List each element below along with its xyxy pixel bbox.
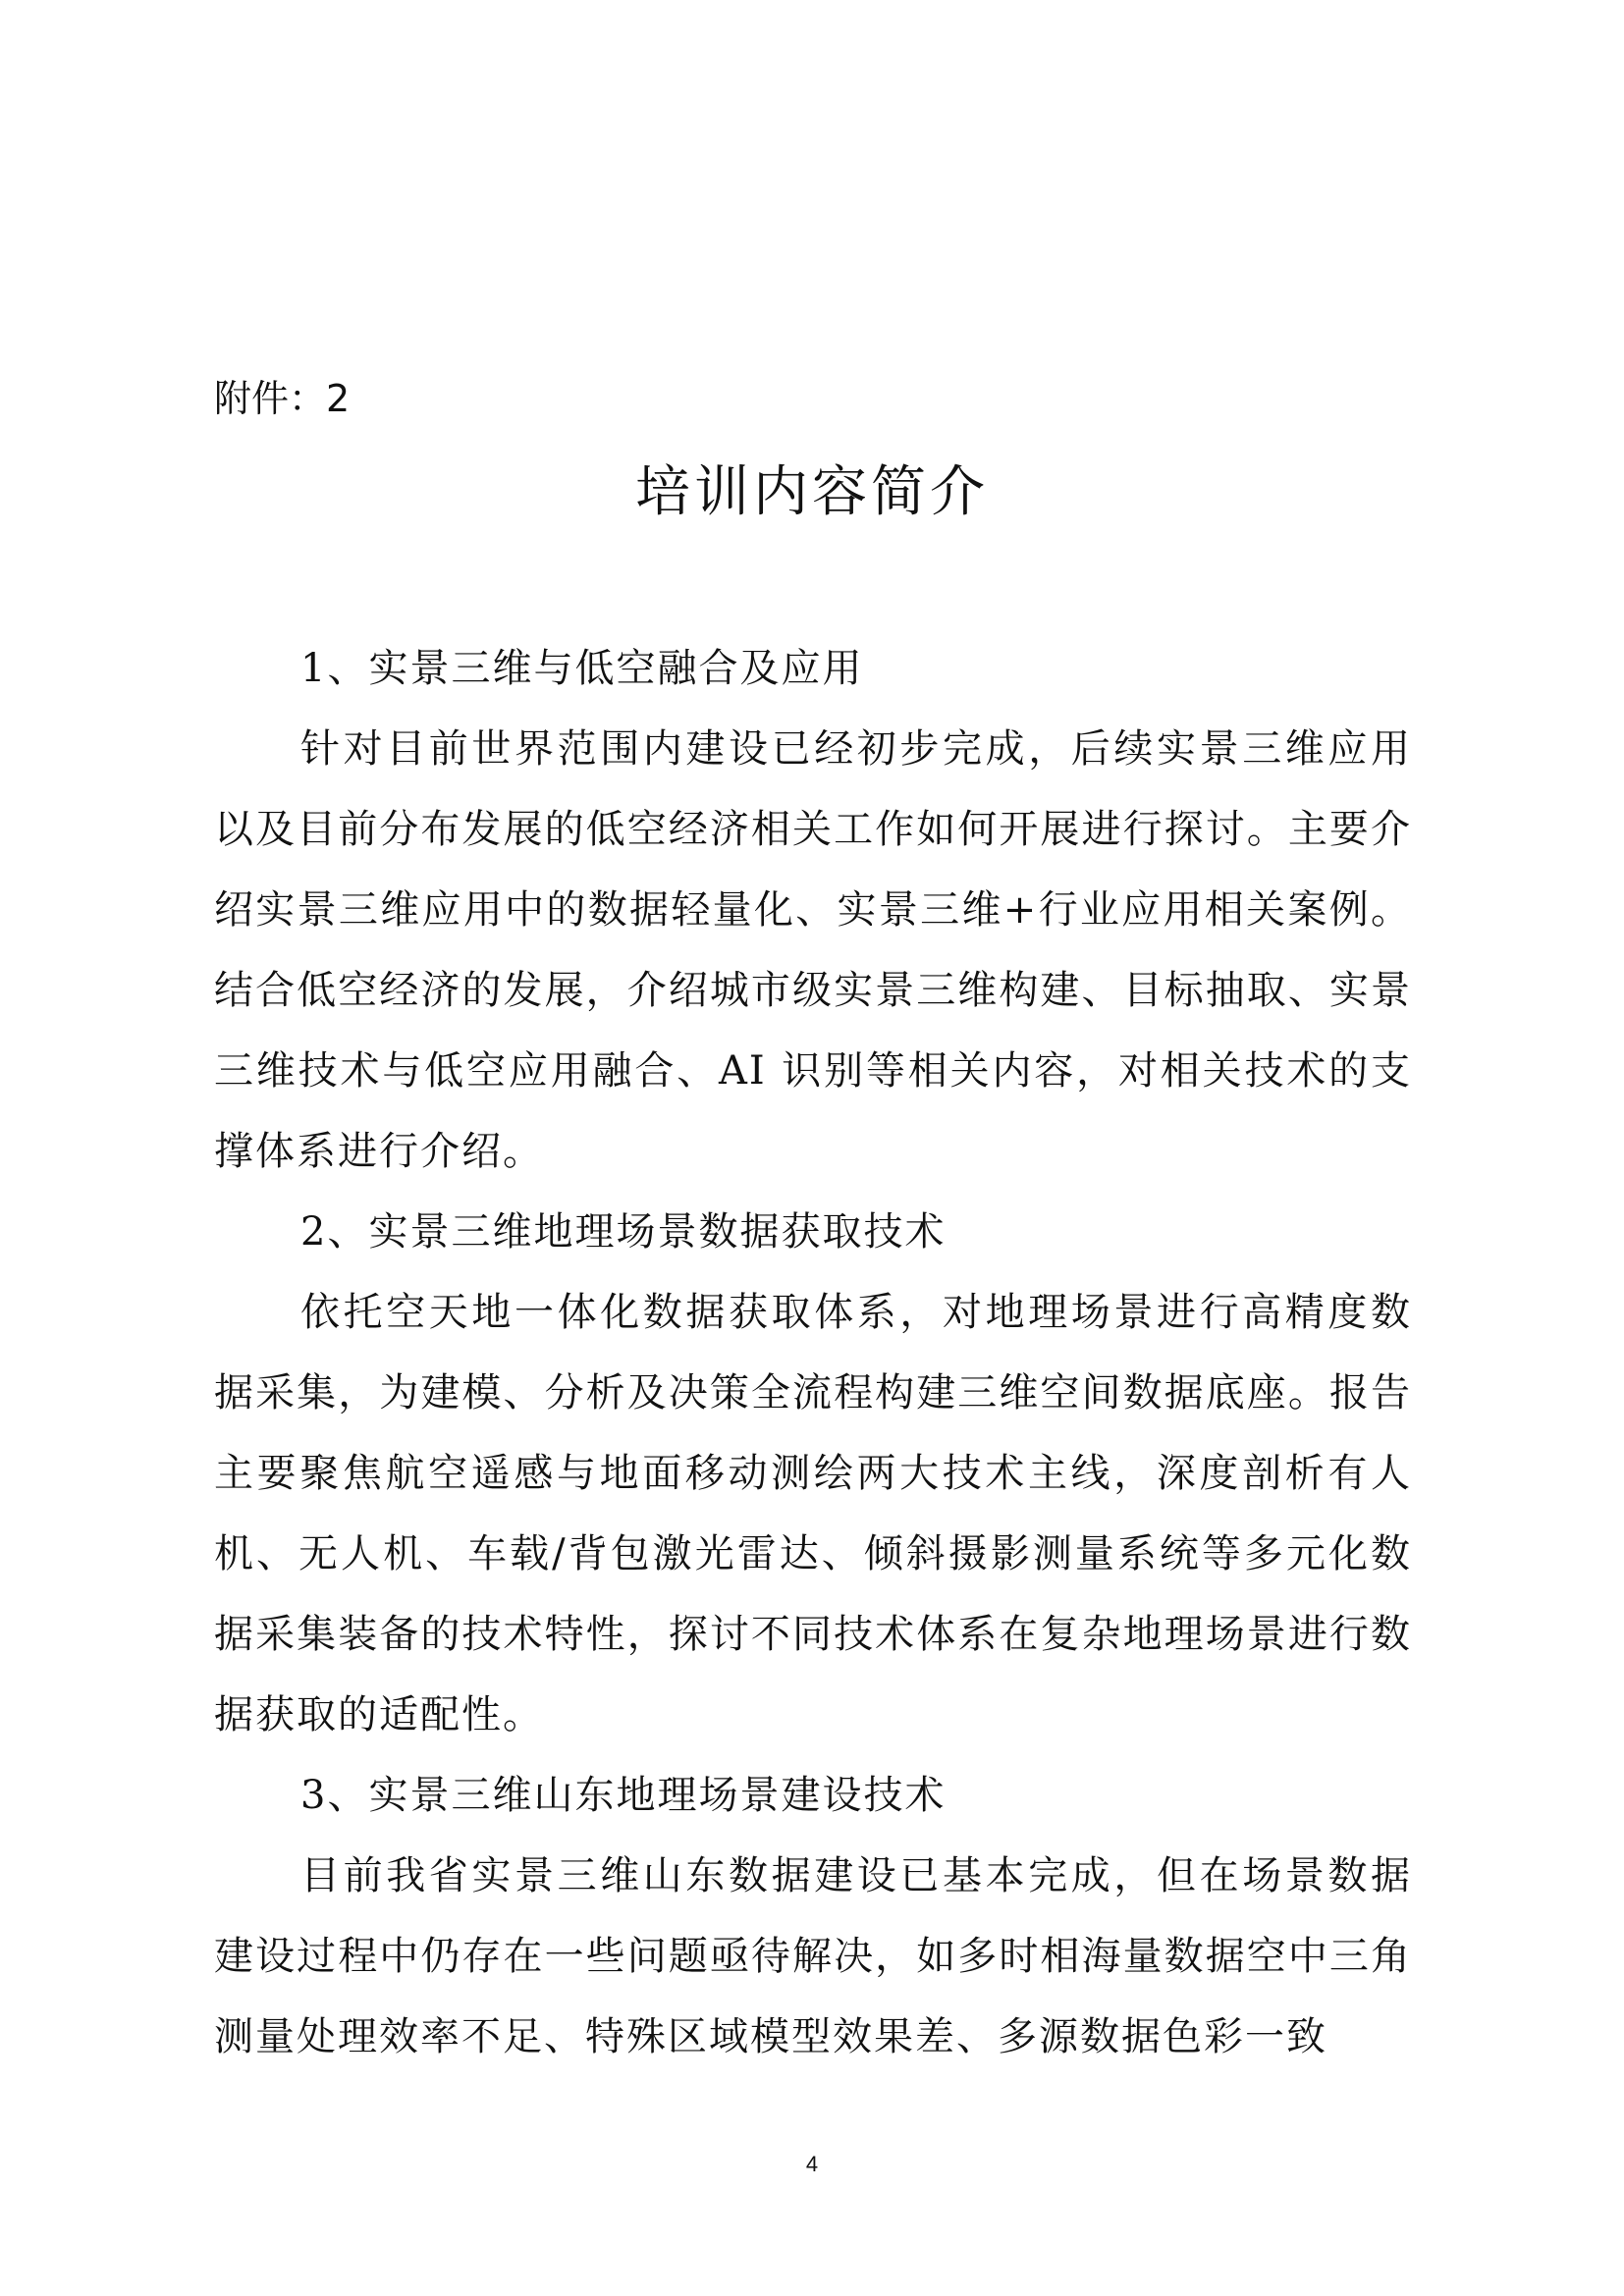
section-paragraph-2: 依托空天地一体化数据获取体系，对地理场景进行高精度数据采集，为建模、分析及决策全流程构建三维空间数据底座。报告主要聚焦航空遥感与地面移动测绘两大技术主线，深度剖析有人机、无人机、车载/背包激光雷达、倾斜摄影测量系统等多元化数据采集装备的技术特性，探讨不同技术体系在复杂地理场景进行数据获取的适配性。 — [214, 1290, 1412, 1737]
section-heading-1: 1、实景三维与低空融合及应用 — [300, 646, 864, 691]
section-heading-3: 3、实景三维山东地理场景建设技术 — [300, 1773, 947, 1818]
attachment-label: 附件：2 — [214, 377, 351, 420]
section-paragraph-1: 针对目前世界范围内建设已经初步完成，后续实景三维应用以及目前分布发展的低空经济相关工作如何开展进行探讨。主要介绍实景三维应用中的数据轻量化、实景三维+行业应用相关案例。结合低空经济的发展，介绍城市级实景三维构建、目标抽取、实景三维技术与低空应用融合、AI 识别等相关内容，对相关技术的支撑体系进行介绍。 — [214, 726, 1412, 1174]
page-number: 4 — [805, 2152, 819, 2176]
document-body — [214, 628, 1412, 2077]
page-title: 培训内容简介 — [635, 460, 989, 524]
section-heading-2: 2、实景三维地理场景数据获取技术 — [300, 1209, 947, 1255]
section-paragraph-3: 目前我省实景三维山东数据建设已基本完成，但在场景数据建设过程中仍存在一些问题亟待解决，如多时相海量数据空中三角测量处理效率不足、特殊区域模型效果差、多源数据色彩一致 — [214, 1853, 1412, 2059]
